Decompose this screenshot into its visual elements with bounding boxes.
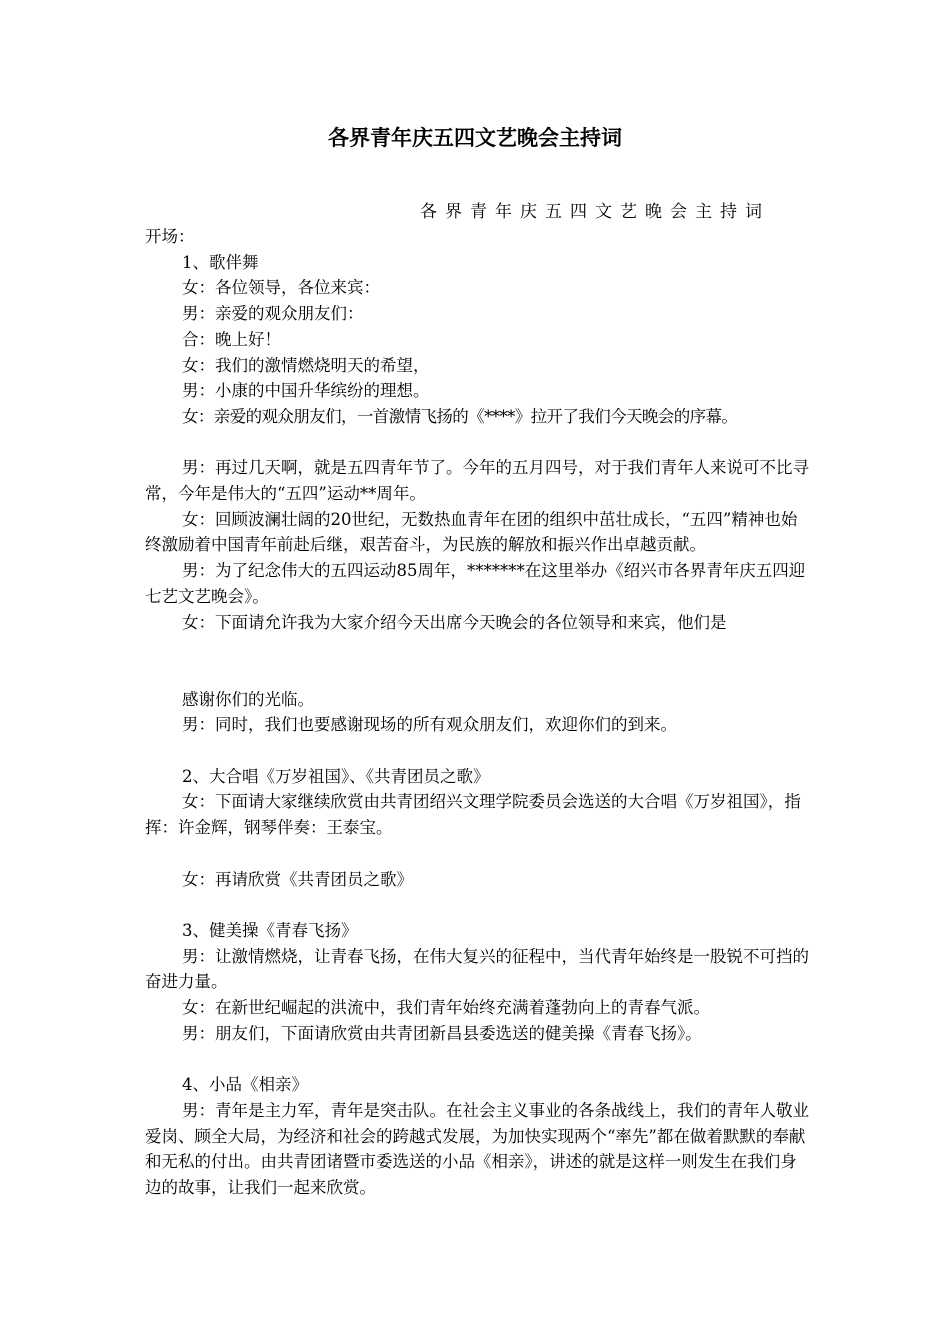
paragraph: 男：为了纪念伟大的五四运动85周年，*******在这里举办《绍兴市各界青年庆五四迎七艺文艺晚会》。 — [145, 561, 806, 606]
blank-line — [145, 635, 810, 686]
document-title: 各界青年庆五四文艺晚会主持词 — [328, 125, 622, 150]
paragraph: 男：朋友们，下面请欣赏由共青团新昌县委选送的健美操《青春飞扬》。 — [182, 1023, 702, 1043]
paragraph: 女：再请欣赏《共青团员之歌》 — [182, 869, 413, 889]
section-heading: 3、健美操《青春飞扬》 — [182, 920, 358, 940]
paragraph: 合：晚上好！ — [182, 329, 281, 349]
paragraph: 男：同时，我们也要感谢现场的所有观众朋友们，欢迎你们的到来。 — [182, 715, 677, 735]
paragraph: 男：小康的中国升华缤纷的理想。 — [182, 381, 430, 401]
paragraph: 男：再过几天啊，就是五四青年节了。今年的五月四号，对于我们青年人来说可不比寻常，今年是伟大的“五四”运动**周年。 — [145, 458, 809, 504]
paragraph: 女：回顾波澜壮阔的20世纪，无数热血青年在团的组织中茁壮成长，“五四”精神也始终激励着中国青年前赴后继，艰苦奋斗，为民族的解放和振兴作出卓越贡献。 — [145, 509, 798, 555]
section-heading: 4、小品《相亲》 — [182, 1075, 308, 1095]
section-heading: 2、大合唱《万岁祖国》、《共青团员之歌》 — [182, 766, 490, 786]
blank-line — [145, 892, 810, 918]
paragraph: 女：我们的激情燃烧明天的希望， — [182, 355, 430, 375]
blank-line — [145, 1046, 810, 1072]
document-body — [145, 224, 810, 1201]
paragraph: 男：亲爱的观众朋友们： — [182, 304, 364, 324]
paragraph: 男：让激情燃烧，让青春飞扬，在伟大复兴的征程中，当代青年始终是一股锐不可挡的奋进力量。 — [145, 946, 809, 992]
paragraph: 男：青年是主力军，青年是突击队。在社会主义事业的各条战线上，我们的青年人敬业爱岗、顾全大局，为经济和社会的跨越式发展，为加快实现两个“率先”都在做着默默的奉献和无私的付出。由共青团诸暨市委选送的小品《相亲》，讲述的就是这样一则发生在我们身边的故事，让我们一起来欣赏。 — [145, 1100, 809, 1197]
paragraph: 女：下面请大家继续欣赏由共青团绍兴文理学院委员会选送的大合唱《万岁祖国》，指挥：许金辉，钢琴伴奏：王泰宝。 — [145, 792, 801, 838]
document-subtitle: 各界青年庆五四文艺晚会主持词 — [420, 202, 770, 222]
blank-line — [145, 841, 810, 867]
paragraph: 开场： — [145, 227, 195, 246]
paragraph: 女：亲爱的观众朋友们，一首激情飞扬的《****》拉开了我们今天晚会的序幕。 — [182, 406, 738, 426]
section-heading: 1、歌伴舞 — [182, 252, 259, 272]
paragraph: 女：各位领导，各位来宾： — [182, 278, 380, 298]
paragraph: 女：下面请允许我为大家介绍今天出席今天晚会的各位领导和来宾，他们是 — [182, 612, 727, 632]
blank-line — [145, 738, 810, 764]
paragraph: 女：在新世纪崛起的洪流中，我们青年始终充满着蓬勃向上的青春气派。 — [182, 998, 710, 1018]
paragraph: 感谢你们的光临。 — [182, 689, 314, 709]
blank-line — [145, 430, 810, 456]
